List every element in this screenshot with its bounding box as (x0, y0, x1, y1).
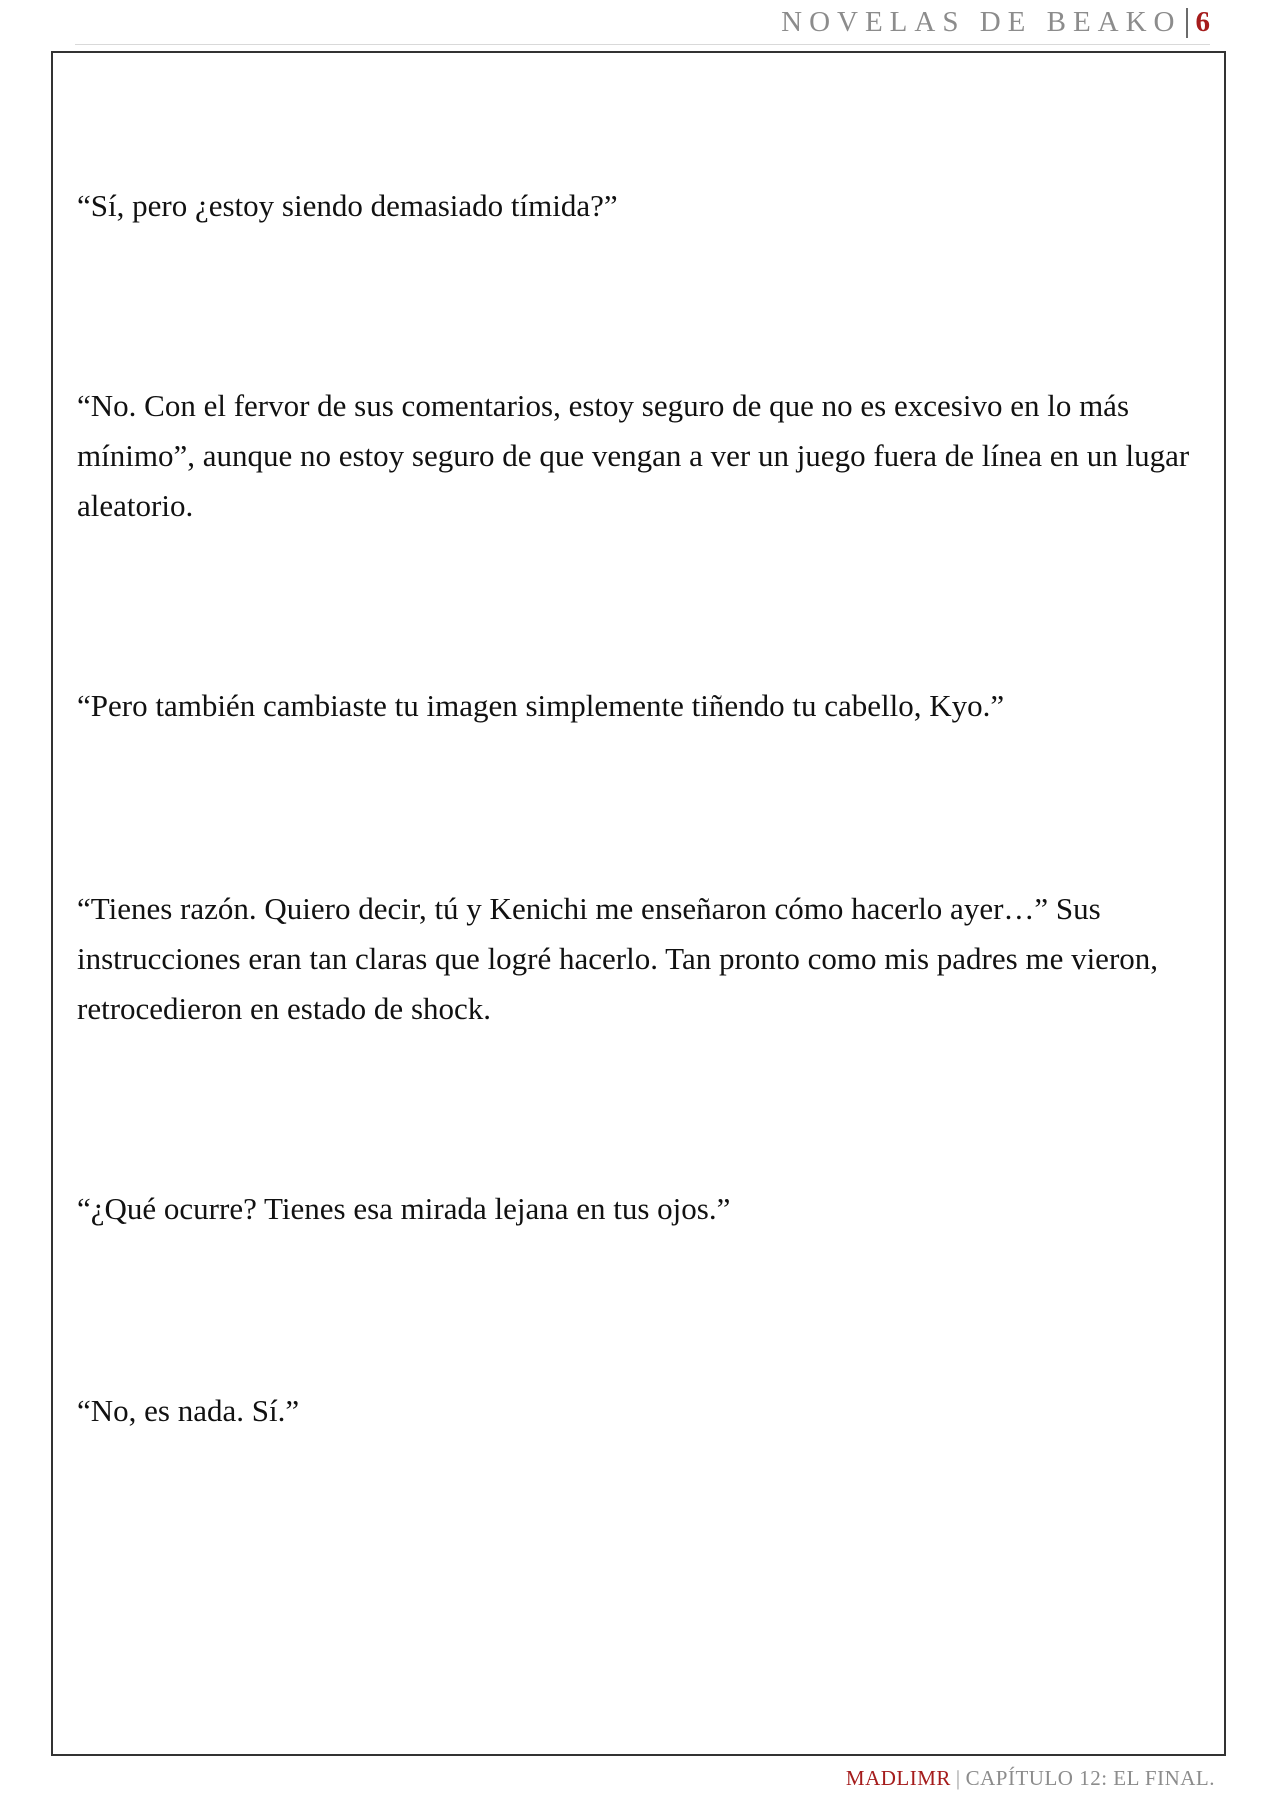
paragraph-1: “Sí, pero ¿estoy siendo demasiado tímida?” (77, 188, 618, 223)
header-content (781, 6, 1210, 39)
header-divider (1186, 8, 1188, 38)
paragraph-2: “No. Con el fervor de sus comentarios, estoy seguro de que no es excesivo en lo más mínimo”, aunque no estoy seguro de que vengan a ver un juego fuera de línea en un lugar aleatorio. (77, 388, 1190, 523)
paragraph-3: “Pero también cambiaste tu imagen simplemente tiñendo tu cabello, Kyo.” (77, 688, 1005, 723)
paragraph-4: “Tienes razón. Quiero decir, tú y Kenichi me enseñaron cómo hacerlo ayer…” Sus instrucciones eran tan claras que logré hacerlo. Tan pronto como mis padres me vieron, retrocedieron en estado de shock. (77, 891, 1159, 1026)
footer-separator: | (955, 1766, 961, 1790)
footer-chapter: CAPÍTULO 12: EL FINAL. (965, 1766, 1215, 1790)
page-number: 6 (1195, 6, 1210, 38)
page-header (75, 0, 1210, 45)
page-footer (846, 1766, 1215, 1791)
header-title: NOVELAS DE BEAKO (781, 6, 1182, 38)
paragraph-5: “¿Qué ocurre? Tienes esa mirada lejana en tus ojos.” (77, 1191, 731, 1226)
footer-author: MADLIMR (845, 1766, 951, 1790)
paragraph-6: “No, es nada. Sí.” (77, 1393, 300, 1428)
